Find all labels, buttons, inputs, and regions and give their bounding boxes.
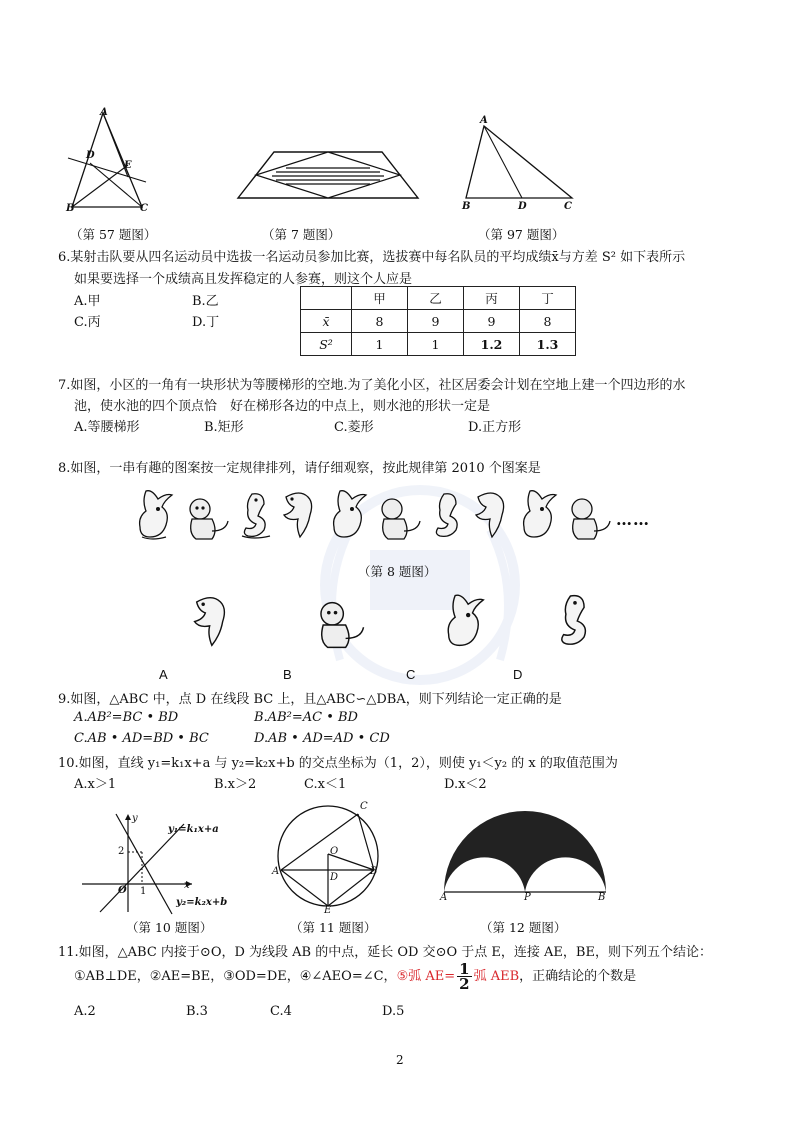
fig10-label-y2: y₂=k₂x+b: [176, 897, 228, 908]
q8-choice-c: C: [406, 667, 416, 682]
q10-option-b: B.x＞2: [214, 777, 257, 792]
q6-option-b: B.乙: [192, 294, 219, 309]
q11-option-b: B.3: [186, 1004, 208, 1019]
rabbit-icon: [440, 590, 492, 652]
fig97-label-d: D: [518, 201, 527, 212]
table-cell: 1: [408, 333, 464, 356]
fig10-label-x: x: [184, 880, 190, 891]
q6-option-d: D.丁: [192, 315, 220, 330]
table-cell: 1: [352, 333, 408, 356]
table-row: [301, 287, 576, 310]
fraction-numerator: 1: [459, 960, 470, 978]
fig10-label-o: O: [118, 885, 127, 896]
q9-option-b: B.AB²=AC • BD: [254, 710, 358, 725]
dolphin-icon: [278, 487, 326, 542]
monkey-icon: [182, 495, 232, 543]
fig57-caption: （第 57 题图）: [70, 227, 157, 242]
fig10-label-2: 2: [118, 846, 125, 857]
figure-97: [460, 120, 580, 205]
q7-option-c: C.菱形: [334, 420, 374, 435]
q9-option-a: A.AB²=BC • BD: [74, 710, 179, 725]
q9-option-d: D.AB • AD=AD • CD: [254, 731, 390, 746]
q9-stem: 9.如图，△ABC 中，点 D 在线段 BC 上，且△ABC∽△DBA，则下列结论一定正确的是: [58, 692, 562, 707]
fig11-label-c: C: [360, 801, 368, 812]
table-cell: x̄: [301, 310, 352, 333]
rabbit-icon: [516, 487, 564, 542]
q11-red-text-start: ⑤弧 AE=: [396, 969, 456, 984]
seahorse-icon: [234, 490, 278, 542]
q11-question-end: ，正确结论的个数是: [519, 969, 637, 984]
figure-57: [60, 105, 160, 215]
fig11-label-d: D: [330, 872, 339, 883]
q9-option-c: C.AB • AD=BD • BC: [74, 731, 209, 746]
fig7-caption: （第 7 题图）: [262, 227, 341, 242]
q11-stem-line2: [74, 962, 636, 991]
figure-7: [236, 150, 421, 202]
table-cell: [301, 287, 352, 310]
q10-stem: 10.如图，直线 y₁=k₁x+a 与 y₂=k₂x+b 的交点坐标为（1，2），则使 y₁＜y₂ 的 x 的取值范围为: [58, 756, 618, 771]
monkey-icon: [312, 598, 368, 652]
table-cell: S²: [301, 333, 352, 356]
q6-stats-table: [300, 286, 576, 356]
table-header-cell: 丙: [464, 287, 520, 310]
fig11-caption: （第 11 题图）: [290, 920, 377, 935]
fig8-caption: （第 8 题图）: [358, 564, 437, 579]
fig57-label-c: C: [140, 203, 148, 214]
table-row: [301, 333, 576, 356]
q7-stem-line1: 7.如图，小区的一角有一块形状为等腰梯形的空地.为了美化小区，社区居委会计划在空地上建一个四边形的水: [58, 378, 686, 393]
q11-option-c: C.4: [270, 1004, 292, 1019]
fig11-label-e: E: [324, 905, 332, 916]
fig12-label-p: P: [524, 892, 531, 903]
table-cell: 1.2: [464, 333, 520, 356]
q11-stem-line1: 11.如图，△ABC 内接于⊙O，D 为线段 AB 的中点，延长 OD 交⊙O 于点 E，连接 AE，BE，则下列五个结论：: [58, 945, 712, 960]
q7-option-d: D.正方形: [468, 420, 522, 435]
q8-choice-b: B: [283, 667, 292, 682]
monkey-icon: [564, 495, 614, 543]
q11-fraction: [457, 962, 471, 991]
table-cell: 9: [408, 310, 464, 333]
q7-option-a: A.等腰梯形: [74, 420, 140, 435]
fig12-caption: （第 12 题图）: [480, 920, 567, 935]
fig11-label-a: A: [272, 866, 280, 877]
fig11-label-b: B: [370, 866, 378, 877]
q7-option-b: B.矩形: [204, 420, 244, 435]
dolphin-icon: [470, 487, 518, 542]
q11-conclusions: ①AB⊥DE，②AE=BE，③OD=DE，④∠AEO=∠C，: [74, 969, 397, 984]
q6-stem-line1: 6.某射击队要从四名运动员中选拔一名运动员参加比赛，选拔赛中每名队员的平均成绩x̄与方差 S² 如下表所示: [58, 250, 686, 265]
sequence-ellipsis: ……: [616, 510, 650, 529]
figure-12: [440, 808, 610, 898]
fraction-denominator: 2: [459, 975, 470, 993]
fig97-label-b: B: [462, 201, 471, 212]
fig12-label-a: A: [440, 892, 448, 903]
fig57-label-d: D: [86, 150, 95, 161]
fig10-label-1: 1: [140, 886, 147, 897]
fig97-label-c: C: [564, 201, 572, 212]
fig11-label-o: O: [330, 846, 339, 857]
fig97-caption: （第 97 题图）: [478, 227, 565, 242]
fig10-label-y: y: [132, 813, 138, 824]
q10-option-d: D.x＜2: [444, 777, 487, 792]
table-cell: 8: [352, 310, 408, 333]
q10-option-c: C.x＜1: [304, 777, 347, 792]
page-number: 2: [396, 1053, 404, 1067]
table-cell: 1.3: [520, 333, 576, 356]
q11-option-a: A.2: [74, 1004, 96, 1019]
rabbit-icon: [132, 487, 180, 542]
seahorse-icon: [550, 590, 600, 652]
table-cell: 8: [520, 310, 576, 333]
fig10-caption: （第 10 题图）: [126, 920, 213, 935]
q10-option-a: A.x＞1: [74, 777, 117, 792]
q8-choice-a: A: [159, 667, 168, 682]
fig57-label-a: A: [100, 107, 108, 118]
q8-choice-d: D: [513, 667, 523, 682]
fig57-label-b: B: [66, 203, 75, 214]
q6-stem-line2: 如果要选择一个成绩高且发挥稳定的人参赛，则这个人应是: [74, 272, 413, 287]
dolphin-icon: [188, 590, 240, 652]
fig97-label-a: A: [480, 115, 488, 126]
q7-stem-line2: 池，使水池的四个顶点恰 好在梯形各边的中点上，则水池的形状一定是: [74, 399, 491, 414]
table-header-cell: 乙: [408, 287, 464, 310]
q6-option-a: A.甲: [74, 294, 101, 309]
table-header-cell: 甲: [352, 287, 408, 310]
q11-red-text-end: 弧 AEB: [473, 969, 520, 984]
fig12-label-b: B: [598, 892, 606, 903]
q8-stem: 8.如图，一串有趣的图案按一定规律排列，请仔细观察，按此规律第 2010 个图案是: [58, 461, 541, 476]
q6-option-c: C.丙: [74, 315, 101, 330]
fig57-label-e: E: [124, 160, 132, 171]
figure-11: [274, 800, 378, 910]
q11-option-d: D.5: [382, 1004, 405, 1019]
monkey-icon: [374, 495, 424, 543]
seahorse-icon: [426, 490, 470, 542]
table-row: [301, 310, 576, 333]
table-cell: 9: [464, 310, 520, 333]
fig10-label-y1: y₁=k₁x+a: [168, 824, 219, 835]
rabbit-icon: [326, 487, 374, 542]
table-header-cell: 丁: [520, 287, 576, 310]
